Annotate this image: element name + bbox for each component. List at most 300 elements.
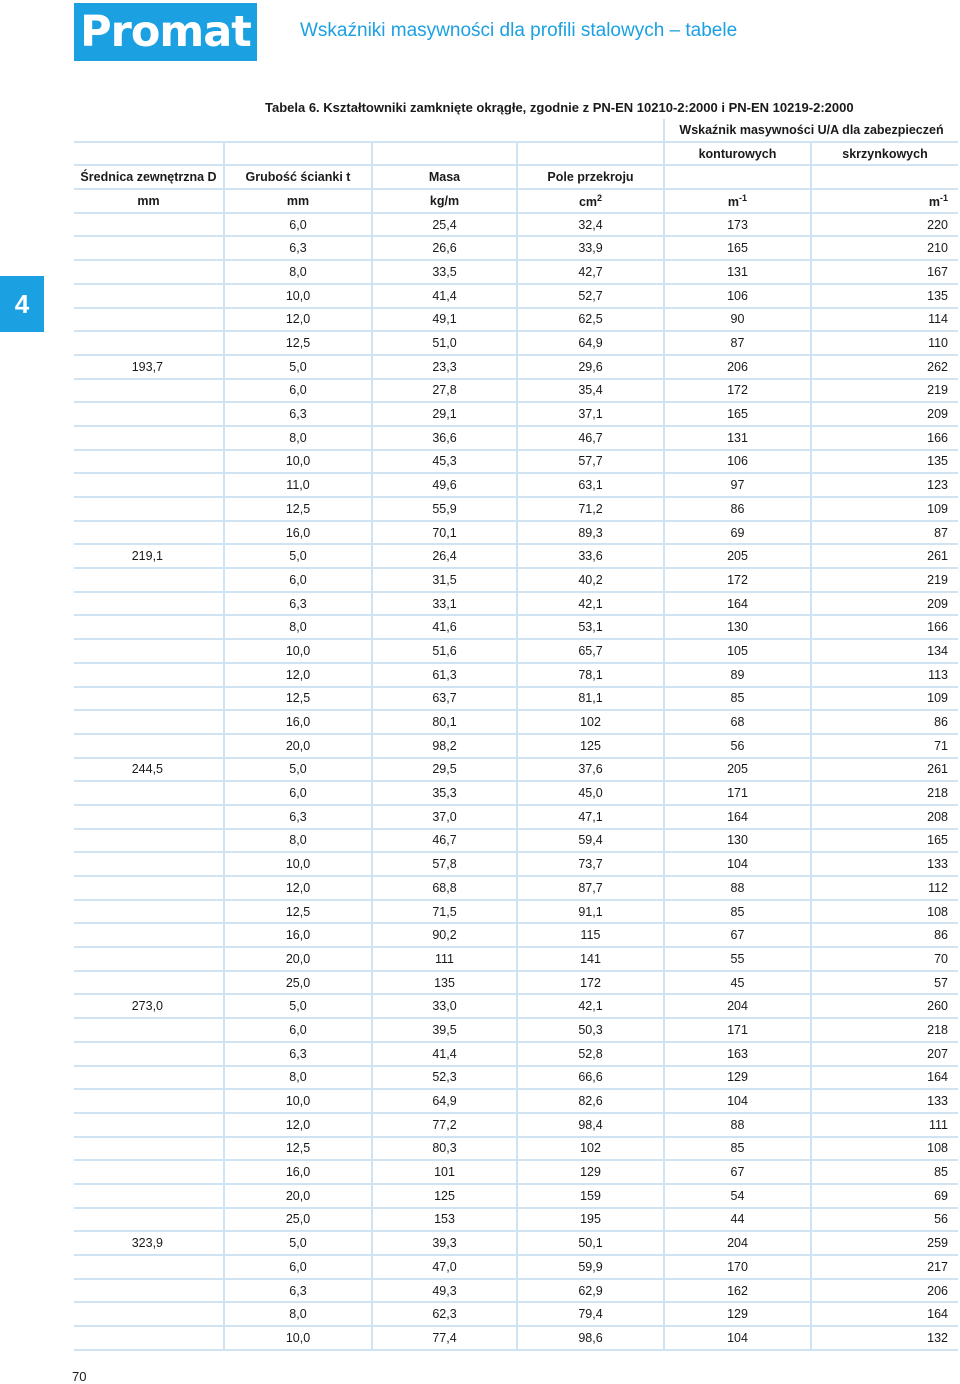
cell-a: 62,9 <box>517 1279 664 1303</box>
cell-m: 125 <box>372 1184 517 1208</box>
table-row <box>74 402 958 426</box>
cell-t: 12,5 <box>224 1137 372 1161</box>
cell-a: 50,3 <box>517 1018 664 1042</box>
cell-k: 163 <box>664 1042 811 1066</box>
cell-d <box>74 615 224 639</box>
cell-d <box>74 781 224 805</box>
cell-k: 67 <box>664 1160 811 1184</box>
cell-m: 55,9 <box>372 497 517 521</box>
table-row <box>74 568 958 592</box>
cell-d <box>74 426 224 450</box>
cell-s: 218 <box>811 781 958 805</box>
cell-m: 68,8 <box>372 876 517 900</box>
cell-t: 8,0 <box>224 829 372 853</box>
cell-d <box>74 687 224 711</box>
cell-s: 123 <box>811 473 958 497</box>
cell-s: 217 <box>811 1255 958 1279</box>
cell-d <box>74 876 224 900</box>
cell-s: 113 <box>811 663 958 687</box>
cell-t: 5,0 <box>224 1231 372 1255</box>
cell-d <box>74 379 224 403</box>
cell-k: 90 <box>664 308 811 332</box>
cell-t: 12,0 <box>224 876 372 900</box>
table-row <box>74 994 958 1018</box>
cell-k: 97 <box>664 473 811 497</box>
cell-a: 42,1 <box>517 994 664 1018</box>
table-row <box>74 355 958 379</box>
cell-d <box>74 284 224 308</box>
cell-d <box>74 710 224 734</box>
cell-s: 210 <box>811 236 958 260</box>
cell-d <box>74 1208 224 1232</box>
cell-k: 131 <box>664 260 811 284</box>
cell-a: 65,7 <box>517 639 664 663</box>
cell-a: 45,0 <box>517 781 664 805</box>
cell-m: 45,3 <box>372 450 517 474</box>
cell-a: 57,7 <box>517 450 664 474</box>
cell-t: 16,0 <box>224 710 372 734</box>
cell-d: 219,1 <box>74 544 224 568</box>
table-row <box>74 1326 958 1350</box>
cell-a: 98,6 <box>517 1326 664 1350</box>
cell-a: 102 <box>517 1137 664 1161</box>
cell-m: 111 <box>372 947 517 971</box>
cell-t: 5,0 <box>224 355 372 379</box>
cell-t: 12,0 <box>224 308 372 332</box>
cell-m: 29,1 <box>372 402 517 426</box>
cell-d <box>74 852 224 876</box>
cell-d <box>74 663 224 687</box>
cell-s: 111 <box>811 1113 958 1137</box>
table-row <box>74 1113 958 1137</box>
header-mass: Masa <box>372 165 517 189</box>
data-table <box>74 119 958 1351</box>
cell-m: 46,7 <box>372 829 517 853</box>
page-header-title: Wskaźniki masywności dla profili stalowych – tabele <box>300 20 738 41</box>
cell-t: 16,0 <box>224 1160 372 1184</box>
cell-k: 172 <box>664 568 811 592</box>
cell-a: 62,5 <box>517 308 664 332</box>
cell-m: 37,0 <box>372 805 517 829</box>
cell-m: 70,1 <box>372 521 517 545</box>
cell-d <box>74 805 224 829</box>
cell-m: 31,5 <box>372 568 517 592</box>
cell-k: 85 <box>664 687 811 711</box>
cell-a: 102 <box>517 710 664 734</box>
cell-s: 135 <box>811 450 958 474</box>
cell-m: 33,5 <box>372 260 517 284</box>
cell-m: 23,3 <box>372 355 517 379</box>
table-row <box>74 1184 958 1208</box>
cell-m: 51,6 <box>372 639 517 663</box>
cell-k: 171 <box>664 781 811 805</box>
cell-t: 6,3 <box>224 1042 372 1066</box>
cell-t: 25,0 <box>224 1208 372 1232</box>
cell-t: 20,0 <box>224 1184 372 1208</box>
cell-d <box>74 521 224 545</box>
cell-s: 209 <box>811 402 958 426</box>
cell-t: 20,0 <box>224 947 372 971</box>
cell-t: 11,0 <box>224 473 372 497</box>
cell-a: 35,4 <box>517 379 664 403</box>
cell-a: 98,4 <box>517 1113 664 1137</box>
cell-m: 80,1 <box>372 710 517 734</box>
cell-s: 56 <box>811 1208 958 1232</box>
cell-s: 209 <box>811 592 958 616</box>
unit-diameter: mm <box>74 189 224 213</box>
header-skrzynkowych: skrzynkowych <box>811 142 958 166</box>
table-row <box>74 971 958 995</box>
cell-a: 195 <box>517 1208 664 1232</box>
cell-k: 45 <box>664 971 811 995</box>
cell-s: 133 <box>811 852 958 876</box>
cell-k: 56 <box>664 734 811 758</box>
cell-s: 87 <box>811 521 958 545</box>
table-row <box>74 284 958 308</box>
table-caption: Tabela 6. Kształtowniki zamknięte okrągłe, zgodnie z PN-EN 10210-2:2000 i PN-EN 10219-2:2000 <box>265 100 854 115</box>
cell-k: 86 <box>664 497 811 521</box>
cell-a: 37,6 <box>517 758 664 782</box>
cell-k: 105 <box>664 639 811 663</box>
table-row <box>74 1255 958 1279</box>
cell-s: 86 <box>811 923 958 947</box>
cell-a: 40,2 <box>517 568 664 592</box>
cell-s: 112 <box>811 876 958 900</box>
cell-d: 273,0 <box>74 994 224 1018</box>
header-diameter: Średnica zewnętrzna D <box>74 165 224 189</box>
cell-t: 12,5 <box>224 900 372 924</box>
cell-k: 164 <box>664 805 811 829</box>
cell-t: 10,0 <box>224 852 372 876</box>
cell-a: 82,6 <box>517 1089 664 1113</box>
cell-k: 162 <box>664 1279 811 1303</box>
cell-d: 244,5 <box>74 758 224 782</box>
cell-d <box>74 592 224 616</box>
table-row <box>74 876 958 900</box>
cell-a: 73,7 <box>517 852 664 876</box>
page-number: 70 <box>72 1369 87 1384</box>
cell-s: 164 <box>811 1066 958 1090</box>
cell-k: 68 <box>664 710 811 734</box>
table-row <box>74 426 958 450</box>
cell-s: 208 <box>811 805 958 829</box>
cell-m: 36,6 <box>372 426 517 450</box>
cell-a: 63,1 <box>517 473 664 497</box>
table-row <box>74 592 958 616</box>
cell-d <box>74 1066 224 1090</box>
table-row <box>74 781 958 805</box>
cell-m: 135 <box>372 971 517 995</box>
chapter-tab: 4 <box>0 276 44 332</box>
cell-t: 5,0 <box>224 758 372 782</box>
cell-a: 33,9 <box>517 236 664 260</box>
cell-a: 32,4 <box>517 213 664 237</box>
cell-t: 6,0 <box>224 379 372 403</box>
header-row-columns <box>74 165 958 189</box>
table-row <box>74 1042 958 1066</box>
cell-m: 41,4 <box>372 284 517 308</box>
cell-m: 41,4 <box>372 1042 517 1066</box>
cell-s: 166 <box>811 615 958 639</box>
cell-t: 6,3 <box>224 592 372 616</box>
cell-a: 29,6 <box>517 355 664 379</box>
header-row-sub <box>74 142 958 166</box>
table-row <box>74 734 958 758</box>
table-row <box>74 710 958 734</box>
cell-m: 49,1 <box>372 308 517 332</box>
table-row <box>74 450 958 474</box>
cell-t: 8,0 <box>224 260 372 284</box>
cell-m: 80,3 <box>372 1137 517 1161</box>
header-row-group <box>74 119 958 142</box>
cell-a: 52,7 <box>517 284 664 308</box>
cell-s: 219 <box>811 379 958 403</box>
cell-s: 259 <box>811 1231 958 1255</box>
cell-d <box>74 1137 224 1161</box>
cell-s: 206 <box>811 1279 958 1303</box>
table-row <box>74 758 958 782</box>
table-row <box>74 308 958 332</box>
cell-d <box>74 331 224 355</box>
cell-d <box>74 1160 224 1184</box>
cell-a: 50,1 <box>517 1231 664 1255</box>
cell-m: 61,3 <box>372 663 517 687</box>
cell-s: 114 <box>811 308 958 332</box>
cell-k: 204 <box>664 1231 811 1255</box>
cell-m: 27,8 <box>372 379 517 403</box>
cell-t: 25,0 <box>224 971 372 995</box>
cell-m: 35,3 <box>372 781 517 805</box>
table-row <box>74 1231 958 1255</box>
cell-d <box>74 900 224 924</box>
cell-k: 204 <box>664 994 811 1018</box>
cell-k: 165 <box>664 236 811 260</box>
table-row <box>74 1137 958 1161</box>
cell-s: 165 <box>811 829 958 853</box>
table-row <box>74 1208 958 1232</box>
cell-t: 10,0 <box>224 284 372 308</box>
cell-m: 90,2 <box>372 923 517 947</box>
cell-k: 130 <box>664 615 811 639</box>
cell-m: 62,3 <box>372 1302 517 1326</box>
cell-k: 104 <box>664 852 811 876</box>
cell-a: 89,3 <box>517 521 664 545</box>
cell-t: 6,0 <box>224 781 372 805</box>
cell-s: 109 <box>811 497 958 521</box>
cell-t: 6,3 <box>224 1279 372 1303</box>
cell-a: 87,7 <box>517 876 664 900</box>
cell-d <box>74 1302 224 1326</box>
cell-t: 16,0 <box>224 521 372 545</box>
cell-t: 12,5 <box>224 497 372 521</box>
cell-s: 57 <box>811 971 958 995</box>
table-row <box>74 805 958 829</box>
promat-logo: Promat <box>74 3 257 61</box>
cell-k: 130 <box>664 829 811 853</box>
cell-d <box>74 947 224 971</box>
cell-m: 25,4 <box>372 213 517 237</box>
cell-m: 77,4 <box>372 1326 517 1350</box>
table-row <box>74 900 958 924</box>
unit-mass: kg/m <box>372 189 517 213</box>
cell-s: 166 <box>811 426 958 450</box>
header-area: Pole przekroju <box>517 165 664 189</box>
cell-k: 85 <box>664 1137 811 1161</box>
cell-t: 6,3 <box>224 236 372 260</box>
cell-d <box>74 213 224 237</box>
table-row <box>74 663 958 687</box>
cell-m: 26,6 <box>372 236 517 260</box>
cell-t: 10,0 <box>224 639 372 663</box>
table-row <box>74 544 958 568</box>
cell-t: 10,0 <box>224 1326 372 1350</box>
cell-s: 108 <box>811 900 958 924</box>
cell-d <box>74 450 224 474</box>
cell-k: 85 <box>664 900 811 924</box>
cell-a: 172 <box>517 971 664 995</box>
table-row <box>74 1018 958 1042</box>
cell-k: 104 <box>664 1089 811 1113</box>
cell-m: 98,2 <box>372 734 517 758</box>
cell-d <box>74 1018 224 1042</box>
cell-k: 55 <box>664 947 811 971</box>
cell-m: 71,5 <box>372 900 517 924</box>
cell-s: 70 <box>811 947 958 971</box>
cell-s: 220 <box>811 213 958 237</box>
cell-d <box>74 473 224 497</box>
cell-d <box>74 1113 224 1137</box>
cell-a: 129 <box>517 1160 664 1184</box>
cell-k: 54 <box>664 1184 811 1208</box>
cell-a: 52,8 <box>517 1042 664 1066</box>
cell-t: 10,0 <box>224 1089 372 1113</box>
cell-m: 101 <box>372 1160 517 1184</box>
table-row <box>74 687 958 711</box>
table-row <box>74 1160 958 1184</box>
cell-m: 153 <box>372 1208 517 1232</box>
cell-d: 193,7 <box>74 355 224 379</box>
cell-t: 5,0 <box>224 994 372 1018</box>
cell-d <box>74 1184 224 1208</box>
cell-s: 262 <box>811 355 958 379</box>
cell-k: 106 <box>664 450 811 474</box>
cell-k: 205 <box>664 758 811 782</box>
cell-k: 170 <box>664 1255 811 1279</box>
cell-k: 69 <box>664 521 811 545</box>
cell-d <box>74 1279 224 1303</box>
cell-d <box>74 639 224 663</box>
table-row <box>74 1066 958 1090</box>
table-row <box>74 1279 958 1303</box>
cell-a: 159 <box>517 1184 664 1208</box>
cell-t: 6,0 <box>224 1018 372 1042</box>
unit-thickness: mm <box>224 189 372 213</box>
cell-d <box>74 923 224 947</box>
unit-konturowych: $m^{-1}$ <box>664 189 811 213</box>
table-row <box>74 947 958 971</box>
cell-s: 207 <box>811 1042 958 1066</box>
cell-m: 49,6 <box>372 473 517 497</box>
cell-s: 109 <box>811 687 958 711</box>
table-row <box>74 615 958 639</box>
cell-t: 8,0 <box>224 426 372 450</box>
cell-m: 77,2 <box>372 1113 517 1137</box>
cell-s: 219 <box>811 568 958 592</box>
cell-a: 37,1 <box>517 402 664 426</box>
cell-s: 110 <box>811 331 958 355</box>
cell-m: 26,4 <box>372 544 517 568</box>
cell-t: 6,3 <box>224 402 372 426</box>
header-thickness: Grubość ścianki t <box>224 165 372 189</box>
cell-k: 67 <box>664 923 811 947</box>
cell-s: 71 <box>811 734 958 758</box>
cell-d <box>74 260 224 284</box>
header-row-units <box>74 189 958 213</box>
table-row <box>74 639 958 663</box>
cell-s: 261 <box>811 544 958 568</box>
cell-a: 115 <box>517 923 664 947</box>
table-row <box>74 473 958 497</box>
cell-a: 81,1 <box>517 687 664 711</box>
cell-a: 59,9 <box>517 1255 664 1279</box>
cell-d <box>74 1326 224 1350</box>
cell-k: 88 <box>664 1113 811 1137</box>
cell-m: 49,3 <box>372 1279 517 1303</box>
cell-k: 44 <box>664 1208 811 1232</box>
cell-a: 71,2 <box>517 497 664 521</box>
cell-t: 20,0 <box>224 734 372 758</box>
cell-m: 63,7 <box>372 687 517 711</box>
cell-t: 6,3 <box>224 805 372 829</box>
cell-t: 16,0 <box>224 923 372 947</box>
cell-a: 59,4 <box>517 829 664 853</box>
cell-k: 165 <box>664 402 811 426</box>
cell-a: 125 <box>517 734 664 758</box>
cell-a: 42,1 <box>517 592 664 616</box>
cell-k: 88 <box>664 876 811 900</box>
cell-t: 6,0 <box>224 1255 372 1279</box>
cell-a: 66,6 <box>517 1066 664 1090</box>
cell-k: 89 <box>664 663 811 687</box>
cell-s: 108 <box>811 1137 958 1161</box>
table-row <box>74 829 958 853</box>
table-row <box>74 521 958 545</box>
unit-area: $cm^2$ <box>517 189 664 213</box>
cell-m: 51,0 <box>372 331 517 355</box>
cell-d: 323,9 <box>74 1231 224 1255</box>
cell-t: 6,0 <box>224 213 372 237</box>
cell-d <box>74 971 224 995</box>
cell-m: 47,0 <box>372 1255 517 1279</box>
cell-k: 205 <box>664 544 811 568</box>
cell-s: 86 <box>811 710 958 734</box>
cell-s: 132 <box>811 1326 958 1350</box>
cell-a: 46,7 <box>517 426 664 450</box>
cell-k: 131 <box>664 426 811 450</box>
cell-k: 171 <box>664 1018 811 1042</box>
table-row <box>74 1089 958 1113</box>
cell-s: 261 <box>811 758 958 782</box>
cell-t: 8,0 <box>224 615 372 639</box>
cell-s: 167 <box>811 260 958 284</box>
cell-d <box>74 734 224 758</box>
cell-d <box>74 1255 224 1279</box>
group-header: Wskaźnik masywności U/A dla zabezpieczeń <box>664 119 958 142</box>
cell-t: 12,0 <box>224 1113 372 1137</box>
cell-s: 133 <box>811 1089 958 1113</box>
cell-s: 134 <box>811 639 958 663</box>
cell-m: 57,8 <box>372 852 517 876</box>
